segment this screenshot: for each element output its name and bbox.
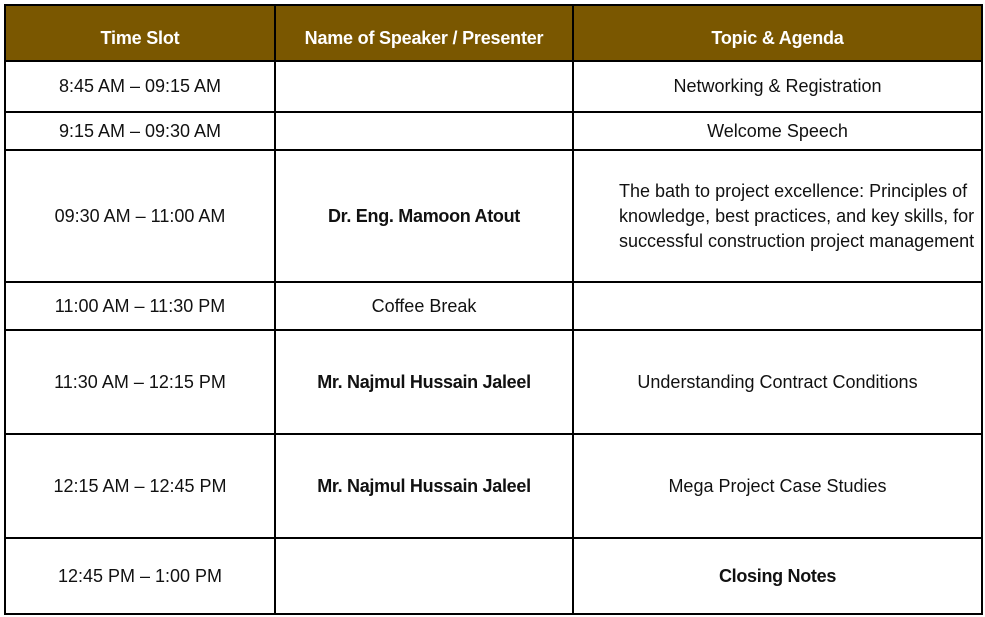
header-time-slot: Time Slot [5, 5, 275, 61]
table-row [5, 282, 982, 330]
topic-cell [573, 282, 982, 330]
header-speaker: Name of Speaker / Presenter [275, 5, 573, 61]
speaker-cell: Mr. Najmul Hussain Jaleel [275, 330, 573, 434]
time-cell: 09:30 AM – 11:00 AM [5, 150, 275, 282]
topic-cell: Understanding Contract Conditions [573, 330, 982, 434]
topic-cell: The bath to project excellence: Principles of knowledge, best practices, and key skills, for successful construction project management [573, 150, 982, 282]
table-row [5, 434, 982, 538]
speaker-cell: Dr. Eng. Mamoon Atout [275, 150, 573, 282]
table-row [5, 330, 982, 434]
time-cell: 11:00 AM – 11:30 PM [5, 282, 275, 330]
table-header [5, 5, 982, 61]
table-row [5, 61, 982, 112]
topic-cell: Mega Project Case Studies [573, 434, 982, 538]
speaker-cell [275, 112, 573, 150]
time-cell: 12:15 AM – 12:45 PM [5, 434, 275, 538]
time-cell: 9:15 AM – 09:30 AM [5, 112, 275, 150]
table-row [5, 538, 982, 614]
table-body [5, 61, 982, 614]
topic-cell: Networking & Registration [573, 61, 982, 112]
speaker-cell [275, 538, 573, 614]
topic-cell: Welcome Speech [573, 112, 982, 150]
header-row [5, 5, 982, 61]
time-cell: 12:45 PM – 1:00 PM [5, 538, 275, 614]
time-cell: 11:30 AM – 12:15 PM [5, 330, 275, 434]
speaker-cell: Mr. Najmul Hussain Jaleel [275, 434, 573, 538]
speaker-cell: Coffee Break [275, 282, 573, 330]
time-cell: 8:45 AM – 09:15 AM [5, 61, 275, 112]
table-row [5, 150, 982, 282]
agenda-table [4, 4, 983, 615]
topic-cell: Closing Notes [573, 538, 982, 614]
header-topic: Topic & Agenda [573, 5, 982, 61]
table-row [5, 112, 982, 150]
speaker-cell [275, 61, 573, 112]
